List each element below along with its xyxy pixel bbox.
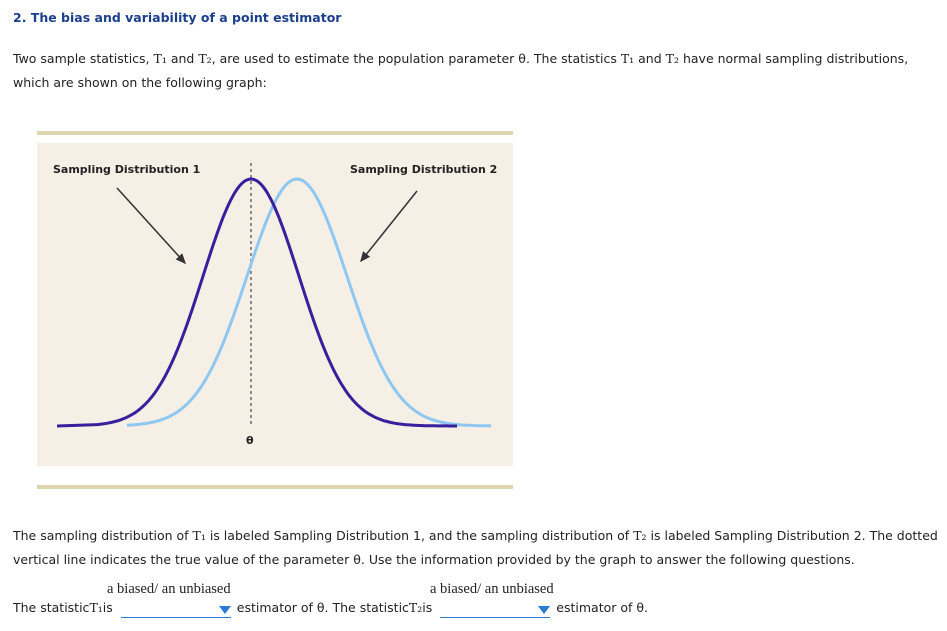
dropdown-2-options: a biased/ an unbiased <box>430 581 554 597</box>
dropdown-1-options: a biased/ an unbiased <box>107 581 231 597</box>
graph-top-rule <box>37 131 513 135</box>
t2-symbol: T₂ <box>198 51 212 66</box>
t2-bias-dropdown[interactable] <box>440 599 550 618</box>
label-sampling-distribution-1: Sampling Distribution 1 <box>53 163 201 176</box>
arrow-to-distribution-1 <box>117 188 185 263</box>
t1-bias-dropdown[interactable] <box>121 599 231 618</box>
theta-label: θ <box>246 434 254 447</box>
intro-line-1: Two sample statistics, T₁ and T₂, are used to estimate the population parameter θ. The statistics T₁ and T₂ have normal sampling distributions, <box>13 51 909 66</box>
graph-bottom-rule <box>37 485 513 489</box>
sampling-distribution-graph <box>37 143 513 466</box>
label-sampling-distribution-2: Sampling Distribution 2 <box>350 163 498 176</box>
description-line-1: The sampling distribution of T₁ is labeled Sampling Distribution 1, and the sampling distribution of T₂ is labeled Sampling Distribution 2. The dotted <box>13 528 938 543</box>
t1-symbol: T₁ <box>153 51 167 66</box>
curves-svg <box>37 143 513 466</box>
intro-line-2: which are shown on the following graph: <box>13 75 267 90</box>
question-title: 2. The bias and variability of a point estimator <box>13 10 342 25</box>
chevron-down-icon <box>538 606 550 614</box>
answer-sentence: The statistic T₁ is estimator of θ. The statistic T₂ is estimator of θ. <box>13 598 648 618</box>
description-line-2: vertical line indicates the true value of the parameter θ. Use the information provided by the graph to answer the following questions. <box>13 552 855 567</box>
arrow-to-distribution-2 <box>361 191 417 261</box>
chevron-down-icon <box>219 606 231 614</box>
